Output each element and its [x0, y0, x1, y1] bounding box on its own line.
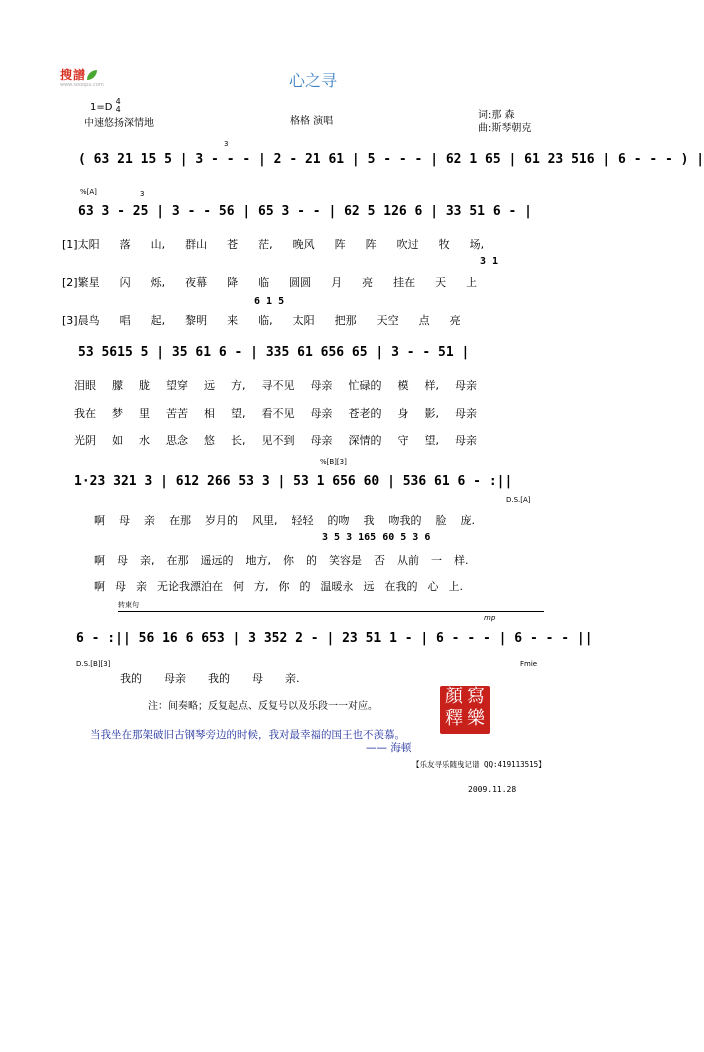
dynamic-mp: mp — [484, 614, 496, 622]
lyric-word: 遥远的 — [200, 554, 234, 567]
chorus-3-words — [74, 432, 554, 448]
lyric-word: 从前 — [397, 554, 419, 567]
segno-a: %[A] — [80, 188, 97, 196]
lyric-word: 里 — [139, 407, 150, 420]
lyric-word: 山, — [150, 238, 166, 251]
lyric-word: 亲, — [140, 554, 155, 567]
lyric-word: 母亲 — [455, 434, 477, 447]
lyric-word: 地方, — [245, 554, 271, 567]
coda-bracket — [118, 611, 544, 612]
quote: 当我坐在那架破旧古钢琴旁边的时候，我对最幸福的国王也不羡慕。 — [90, 729, 405, 741]
alt-notes-tian: 3 1 — [480, 256, 499, 267]
lyric-word: 的 — [299, 580, 311, 593]
lyric-word: 一 — [431, 554, 442, 567]
lyric-word: 光阴 — [74, 434, 96, 447]
lyric-word: 母 — [119, 514, 130, 527]
verse-2 — [62, 274, 562, 290]
lyric-word: 太阳 — [292, 314, 315, 327]
lyric-word: 来 — [227, 314, 239, 327]
lyric-word: 在那 — [166, 554, 189, 567]
lyric-word: 笑容是 — [329, 554, 362, 567]
lyric-word: 把那 — [334, 314, 357, 327]
lyric-word: [1]太阳 — [62, 238, 100, 251]
lyric-word: 亲. — [285, 672, 300, 685]
score-row-verse: 63 3 - 25 | 3 - - 56 | 65 3 - - | 62 5 126 6 | 33 51 6 - | — [78, 204, 532, 219]
verse-3-words — [62, 312, 562, 328]
lyric-word: 上 — [466, 276, 478, 289]
bridge-3 — [94, 578, 554, 594]
score-row-intro: ( 63 21 15 5 | 3 - - - | 2 - 21 61 | 5 - - - | 62 1 65 | 61 23 516 | 6 - - - ) | — [78, 152, 704, 167]
lyric-word: 临, — [258, 314, 273, 327]
lyric-word: 远 — [363, 580, 375, 593]
lyric-word: 样, — [424, 379, 439, 392]
time-top: 4 — [115, 97, 121, 106]
page-title: 心之寻 — [288, 71, 337, 90]
lyric-word: 母亲 — [310, 379, 333, 392]
lyric-word: 模 — [397, 379, 409, 392]
lyric-word: 在那 — [169, 514, 191, 527]
logo-url: www.sooopu.com — [60, 82, 104, 88]
seal-stamp — [440, 686, 490, 734]
lyric-word: 我的 — [120, 672, 142, 685]
bridge-2-words — [94, 552, 554, 568]
lyric-word: 如 — [112, 434, 123, 447]
lyric-word: 我的 — [208, 672, 230, 685]
lyric-word: 寻不见 — [261, 379, 295, 392]
lyric-word: 风里, — [252, 514, 278, 527]
lyric-word: 落 — [119, 238, 131, 251]
lyric-word: 方, — [231, 379, 246, 392]
chorus-1 — [74, 377, 554, 393]
lyric-word: 深情的 — [348, 434, 382, 447]
lyric-word: 母亲 — [164, 672, 186, 685]
lyric-word: 的 — [306, 554, 317, 567]
chorus-2-words — [74, 405, 554, 421]
ending-lyrics — [120, 670, 450, 686]
lyric-word: 你 — [278, 580, 290, 593]
logo-text: 搜譜 — [60, 68, 87, 82]
lyric-word: 心 — [427, 580, 439, 593]
lyric-word: 苦苦 — [166, 407, 188, 420]
lyric-word: 阵 — [365, 238, 377, 251]
seal-char-3: 釋 — [445, 708, 463, 729]
lyric-word: 我 — [363, 514, 375, 527]
bridge-3-words — [94, 578, 554, 594]
verse-1 — [62, 236, 562, 252]
lyric-word: 我在 — [74, 407, 96, 420]
lyric-word: 群山 — [185, 238, 208, 251]
chorus-3 — [74, 432, 554, 448]
lyricist: 词:那 森 — [478, 110, 515, 121]
ending-words — [120, 670, 450, 686]
lyric-word: 岁月的 — [205, 514, 238, 527]
lyric-word: 水 — [139, 434, 150, 447]
lyric-word: 温暖永 — [320, 580, 354, 593]
date: 2009.11.28 — [468, 785, 517, 794]
lyric-word: 天 — [435, 276, 447, 289]
lyric-word: 无论我漂泊在 — [157, 580, 223, 593]
lyric-word: 临 — [258, 276, 270, 289]
ds-a-mark: D.S.[A] — [506, 496, 531, 504]
score-row-ending: 6 - :|| 56 16 6 653 | 3 352 2 - | 23 51 1 - | 6 - - - | 6 - - - || — [76, 631, 593, 646]
lyric-word: 否 — [374, 554, 385, 567]
lyric-word: 起, — [150, 314, 166, 327]
lyric-word: 吹过 — [396, 238, 419, 251]
lyric-word: 吻我的 — [388, 514, 422, 527]
ds-b-mark: D.S.[B][3] — [76, 660, 111, 668]
lyric-word: 苍 — [227, 238, 239, 251]
verse-3 — [62, 312, 562, 328]
composer: 曲:斯琴朝克 — [478, 123, 532, 134]
singer: 格格 演唱 — [290, 116, 334, 127]
lyric-word: 母 — [252, 672, 263, 685]
lyric-word: 烁, — [150, 276, 166, 289]
bridge-1-words — [94, 512, 554, 528]
lyric-word: 忙碌的 — [348, 379, 382, 392]
lyric-word: 苍老的 — [348, 407, 382, 420]
lyric-word: 长, — [231, 434, 246, 447]
lyric-word: 闪 — [119, 276, 131, 289]
key-signature — [90, 98, 121, 114]
lyric-word: 茫, — [258, 238, 273, 251]
lyric-word: 望, — [231, 407, 246, 420]
lyric-word: 啊 — [94, 580, 105, 593]
lyric-word: 亮 — [449, 314, 461, 327]
alt-notes-verse2: 3 5 3 165 60 5 3 6 — [322, 532, 431, 543]
lyric-word: 庞. — [460, 514, 475, 527]
bridge-2 — [94, 552, 554, 568]
verse-2-words — [62, 274, 562, 290]
triplet-mark-2: 3 — [140, 190, 145, 198]
lyric-word: 方, — [254, 580, 269, 593]
lyric-word: 圆圆 — [289, 276, 312, 289]
triplet-mark: 3 — [224, 140, 229, 148]
segno-b: %[B][3] — [320, 458, 347, 466]
lyric-word: 母亲 — [455, 407, 477, 420]
uploader-credit: 【乐友寻乐随曳记谱 QQ:419113515】 — [412, 760, 546, 769]
lyric-word: 挂在 — [393, 276, 416, 289]
tempo-marking: 中速悠扬深情地 — [84, 118, 154, 129]
lyric-word: 悠 — [204, 434, 215, 447]
seal-char-4: 樂 — [467, 708, 485, 729]
lyric-word: 啊 — [94, 514, 105, 527]
lyric-word: 泪眼 — [74, 379, 96, 392]
key-text: 1=D — [90, 102, 113, 113]
lyric-word: 望穿 — [166, 379, 188, 392]
lyric-word: 月 — [331, 276, 343, 289]
lyric-word: 在我的 — [384, 580, 418, 593]
lyric-word: 何 — [233, 580, 244, 593]
lyric-word: 轻轻 — [291, 514, 314, 527]
lyric-word: 脸 — [435, 514, 447, 527]
lyric-word: 胧 — [139, 379, 150, 392]
verse-1-words — [62, 236, 562, 252]
lyric-word: [2]繁星 — [62, 276, 100, 289]
lyric-word: 场, — [469, 238, 485, 251]
coda-mark: 转束句 — [118, 601, 139, 609]
time-bottom: 4 — [115, 105, 121, 114]
lyric-word: 望, — [424, 434, 439, 447]
seal-char-1: 顏 — [445, 686, 463, 707]
lyric-word: 身 — [397, 407, 409, 420]
lyric-word: 你 — [283, 554, 294, 567]
lyric-word: 降 — [227, 276, 239, 289]
quote-author: —— 海顿 — [366, 742, 412, 754]
chorus-2 — [74, 405, 554, 421]
footnote: 注：间奏略；反复起点、反复号以及乐段一一对应。 — [148, 701, 378, 712]
lyric-word: 母 — [117, 554, 128, 567]
time-signature — [116, 98, 121, 114]
lyric-word: 母亲 — [310, 407, 333, 420]
lyric-word: 上. — [448, 580, 463, 593]
lyric-word: 样. — [454, 554, 469, 567]
lyric-word: 天空 — [376, 314, 399, 327]
score-row-chorus: 53 5615 5 | 35 61 6 - | 335 61 656 65 | 3 - - 51 | — [78, 345, 470, 360]
lyric-word: 牧 — [438, 238, 450, 251]
lyric-word: 朦 — [112, 379, 123, 392]
bridge-1 — [94, 512, 554, 528]
lyric-word: 相 — [204, 407, 215, 420]
seal-char-2: 寫 — [467, 686, 485, 707]
lyric-word: 夜幕 — [185, 276, 208, 289]
lyric-word: 守 — [397, 434, 409, 447]
lyric-word: 晚风 — [292, 238, 315, 251]
lyric-word: 母亲 — [455, 379, 477, 392]
lyric-word: 远 — [204, 379, 215, 392]
lyric-word: 母 — [115, 580, 126, 593]
lyric-word: 亲 — [136, 580, 147, 593]
fine-mark: Fmie — [520, 660, 538, 668]
lyric-word: 思念 — [166, 434, 188, 447]
alt-notes-lai: 6 1 5 — [254, 296, 285, 307]
score-row-bridge: 1·23 321 3 | 612 266 53 3 | 53 1 656 60 | 536 61 6 - :|| — [74, 474, 513, 489]
lyric-word: 亮 — [362, 276, 374, 289]
lyric-word: 的吻 — [327, 514, 350, 527]
lyric-word: 唱 — [119, 314, 131, 327]
lyric-word: 阵 — [334, 238, 346, 251]
lyric-word: 亲 — [144, 514, 155, 527]
lyric-word: [3]晨鸟 — [62, 314, 100, 327]
lyric-word: 影, — [424, 407, 439, 420]
lyric-word: 点 — [418, 314, 430, 327]
lyric-word: 梦 — [112, 407, 123, 420]
lyric-word: 母亲 — [310, 434, 333, 447]
lyric-word: 黎明 — [185, 314, 208, 327]
lyric-word: 啊 — [94, 554, 105, 567]
lyric-word: 见不到 — [261, 434, 295, 447]
lyric-word: 看不见 — [261, 407, 295, 420]
chorus-1-words — [74, 377, 554, 393]
